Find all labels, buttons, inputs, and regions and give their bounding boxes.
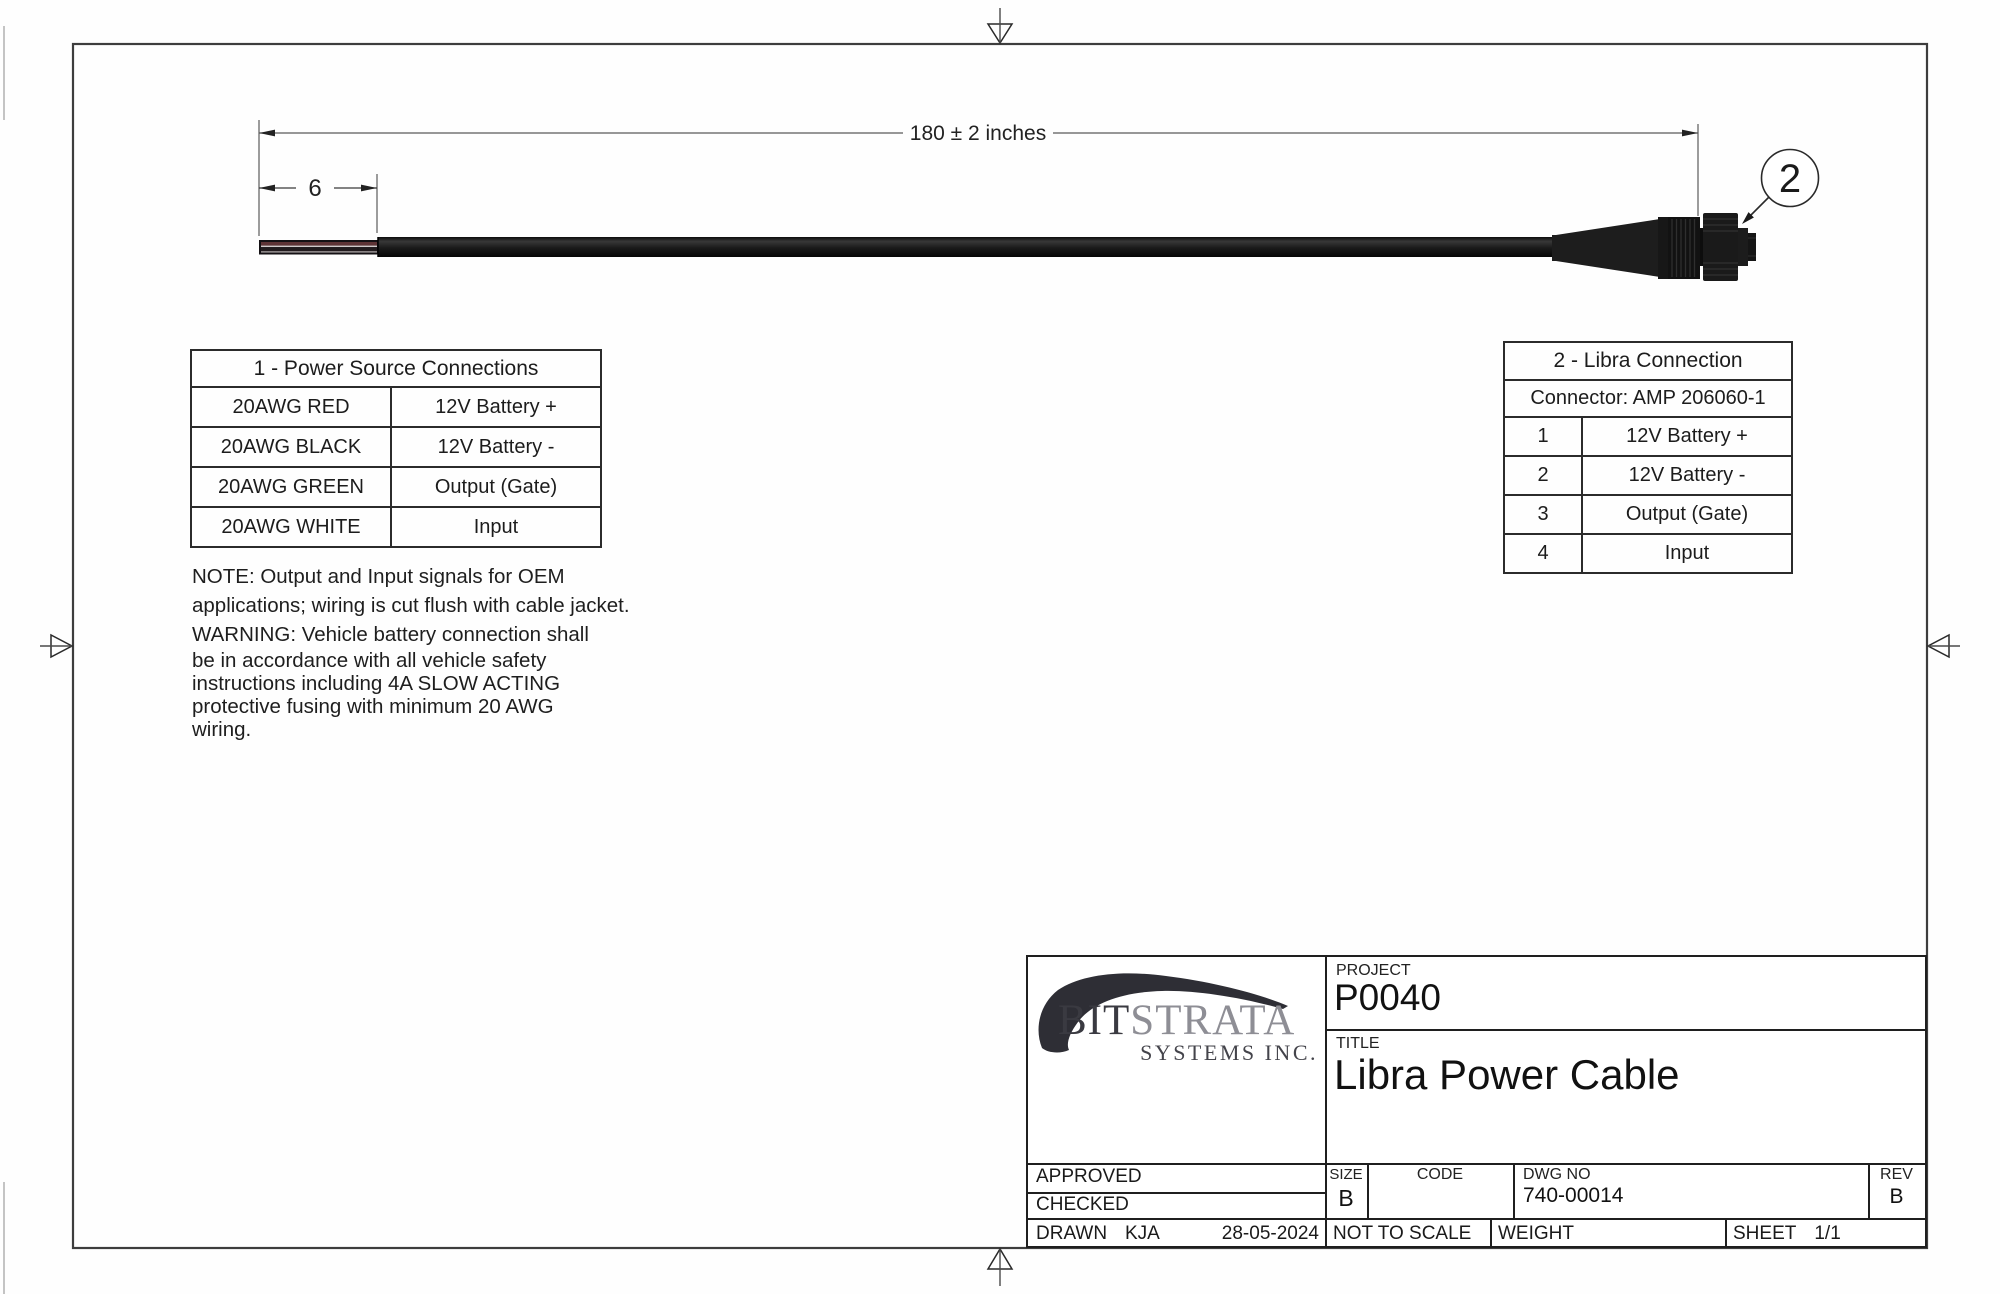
sheet-label: SHEET <box>1733 1223 1797 1244</box>
titleblock-divider <box>1028 1163 1925 1165</box>
titleblock-divider <box>1028 1218 1925 1220</box>
table2-connector-subtitle: Connector: AMP 206060-1 <box>1505 381 1791 418</box>
signal-cell: Output (Gate) <box>1625 503 1749 525</box>
revision: B <box>1889 1185 1904 1208</box>
note-line: NOTE: Output and Input signals for OEM <box>192 565 565 588</box>
table-row <box>192 428 600 468</box>
approved-label: APPROVED <box>1036 1166 1142 1187</box>
note-line: WARNING: Vehicle battery connection shall <box>192 623 589 646</box>
signal-cell: 12V Battery + <box>1626 425 1748 447</box>
callout-balloon-2 <box>1742 150 1819 225</box>
table-row <box>192 468 600 508</box>
project-number: P0040 <box>1334 977 1441 1018</box>
table-row <box>192 508 600 546</box>
table2-title: 2 - Libra Connection <box>1505 343 1791 381</box>
logo-wordmark: BITSTRATA <box>1058 997 1296 1044</box>
note-line: protective fusing with minimum 20 AWG <box>192 695 554 718</box>
centering-mark-right <box>1928 635 1960 657</box>
titleblock-divider <box>1725 1218 1727 1246</box>
pin-cell: 4 <box>1505 535 1583 572</box>
sheet-size: B <box>1338 1185 1354 1211</box>
note-line: wiring. <box>192 718 252 741</box>
code-label: CODE <box>1416 1166 1464 1183</box>
signal-cell: 12V Battery + <box>435 395 557 418</box>
table-row <box>1505 418 1791 457</box>
wire-cell: 20AWG BLACK <box>192 428 392 466</box>
titleblock-divider <box>1325 1029 1925 1031</box>
cable-jacket <box>378 237 1556 257</box>
pin-cell: 2 <box>1505 457 1583 494</box>
signal-cell: Input <box>1664 542 1710 564</box>
signal-cell: 12V Battery - <box>1628 464 1746 486</box>
wire-cell: 20AWG RED <box>192 388 392 426</box>
dimension-lead <box>259 175 377 202</box>
table-row <box>1505 496 1791 535</box>
drawing-title: Libra Power Cable <box>1334 1051 1680 1098</box>
drawn-date: 28-05-2024 <box>1221 1223 1319 1244</box>
notes-block <box>192 562 662 741</box>
drawn-label: DRAWN <box>1036 1223 1108 1244</box>
drawn-by: KJA <box>1125 1223 1160 1244</box>
size-label: SIZE <box>1329 1166 1363 1183</box>
signal-cell: Output (Gate) <box>434 475 558 498</box>
libra-connection-table <box>1503 341 1793 574</box>
connector <box>1552 213 1756 281</box>
table1-title: 1 - Power Source Connections <box>192 351 600 388</box>
rev-label: REV <box>1880 1166 1913 1183</box>
note-line: applications; wiring is cut flush with cable jacket. <box>192 594 630 617</box>
checked-label: CHECKED <box>1036 1194 1129 1215</box>
weight-label: WEIGHT <box>1498 1223 1574 1244</box>
sheet-cell <box>1733 1223 1841 1245</box>
centering-mark-bottom <box>988 1249 1012 1286</box>
signal-cell: Input <box>473 515 519 538</box>
power-source-connections-table <box>190 349 602 548</box>
signal-cell: 12V Battery - <box>437 435 555 458</box>
dwg-no-label: DWG NO <box>1523 1166 1591 1183</box>
title-block <box>1026 955 1927 1248</box>
note-line: instructions including 4A SLOW ACTING <box>192 672 561 695</box>
centering-mark-left <box>40 635 72 657</box>
pin-cell: 1 <box>1505 418 1583 455</box>
dimension-overall <box>259 122 1698 145</box>
wire-cell: 20AWG GREEN <box>192 468 392 506</box>
callout-balloon-2-text: 2 <box>1778 157 1802 201</box>
table-row <box>192 388 600 428</box>
dwg-number: 740-00014 <box>1523 1184 1624 1207</box>
stripped-wire-leads <box>259 240 378 255</box>
titleblock-divider <box>1490 1218 1492 1246</box>
wire-cell: 20AWG WHITE <box>192 508 392 546</box>
table-row <box>1505 535 1791 572</box>
project-label: PROJECT <box>1336 962 1411 979</box>
title-label: TITLE <box>1336 1035 1380 1052</box>
sheet-value: 1/1 <box>1814 1223 1841 1244</box>
logo-subtitle: SYSTEMS INC. <box>1140 1040 1318 1065</box>
dimension-lead-text: 6 <box>308 175 322 202</box>
bitstrata-logo <box>1036 971 1322 1069</box>
titleblock-divider <box>1513 1163 1515 1220</box>
dimension-overall-text: 180 ± 2 inches <box>909 122 1047 145</box>
pin-cell: 3 <box>1505 496 1583 533</box>
centering-mark-top <box>988 8 1012 43</box>
scale-note: NOT TO SCALE <box>1333 1223 1472 1244</box>
note-line: be in accordance with all vehicle safety <box>192 649 547 672</box>
table-row <box>1505 457 1791 496</box>
